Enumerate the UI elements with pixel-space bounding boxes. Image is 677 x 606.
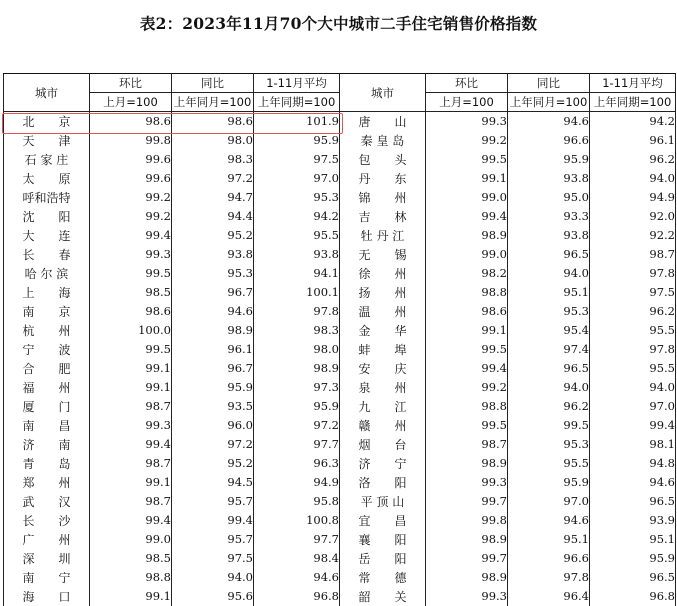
avg-value-right: 92.2	[590, 226, 676, 245]
city-name-left: 郑 州	[4, 473, 90, 492]
avg-value-right: 96.8	[590, 587, 676, 606]
city-name-left: 南 京	[4, 302, 90, 321]
avg-value-right: 94.9	[590, 188, 676, 207]
city-name-right: 泉 州	[340, 378, 426, 397]
avg-value-left: 94.2	[254, 207, 340, 226]
mom-value-left: 98.7	[90, 397, 172, 416]
yoy-value-right: 97.0	[508, 492, 590, 511]
col-header-mom-right: 环比	[426, 74, 508, 93]
mom-value-left: 99.1	[90, 359, 172, 378]
avg-value-left: 95.3	[254, 188, 340, 207]
mom-value-left: 98.8	[90, 568, 172, 587]
city-name-right: 韶 关	[340, 587, 426, 606]
table-row	[4, 378, 676, 397]
city-name-right: 平 顶 山	[340, 492, 426, 511]
mom-value-right: 99.4	[426, 359, 508, 378]
mom-value-left: 98.6	[90, 302, 172, 321]
yoy-value-right: 95.4	[508, 321, 590, 340]
city-name-left: 长 春	[4, 245, 90, 264]
avg-value-left: 98.4	[254, 549, 340, 568]
mom-value-left: 99.8	[90, 131, 172, 150]
avg-value-left: 98.9	[254, 359, 340, 378]
city-name-left: 合 肥	[4, 359, 90, 378]
avg-value-right: 94.2	[590, 112, 676, 131]
yoy-value-left: 98.9	[172, 321, 254, 340]
yoy-value-right: 95.9	[508, 150, 590, 169]
yoy-value-left: 95.3	[172, 264, 254, 283]
mom-value-right: 98.2	[426, 264, 508, 283]
city-name-left: 福 州	[4, 378, 90, 397]
yoy-value-right: 96.6	[508, 549, 590, 568]
city-name-left: 沈 阳	[4, 207, 90, 226]
city-name-left: 天 津	[4, 131, 90, 150]
yoy-value-right: 93.3	[508, 207, 590, 226]
table-row	[4, 169, 676, 188]
avg-value-left: 97.0	[254, 169, 340, 188]
yoy-value-left: 98.0	[172, 131, 254, 150]
col-subheader-yoy-left: 上年同月=100	[172, 93, 254, 112]
avg-value-right: 96.5	[590, 492, 676, 511]
mom-value-left: 98.5	[90, 549, 172, 568]
city-name-right: 金 华	[340, 321, 426, 340]
avg-value-left: 94.9	[254, 473, 340, 492]
yoy-value-right: 94.6	[508, 511, 590, 530]
city-name-left: 宁 波	[4, 340, 90, 359]
yoy-value-right: 95.1	[508, 283, 590, 302]
yoy-value-right: 95.9	[508, 473, 590, 492]
mom-value-left: 99.1	[90, 587, 172, 606]
city-name-right: 温 州	[340, 302, 426, 321]
table-row	[4, 397, 676, 416]
yoy-value-right: 95.0	[508, 188, 590, 207]
col-header-avg-right: 1-11月平均	[590, 74, 676, 93]
col-header-city-left: 城市	[4, 74, 90, 112]
table-body	[4, 112, 676, 606]
table-row	[4, 530, 676, 549]
table-row	[4, 587, 676, 606]
city-name-right: 赣 州	[340, 416, 426, 435]
mom-value-right: 99.5	[426, 150, 508, 169]
avg-value-right: 97.0	[590, 397, 676, 416]
city-name-left: 太 原	[4, 169, 90, 188]
avg-value-right: 95.5	[590, 359, 676, 378]
yoy-value-left: 95.9	[172, 378, 254, 397]
city-name-left: 呼和浩特	[4, 188, 90, 207]
yoy-value-left: 95.7	[172, 530, 254, 549]
city-name-left: 深 圳	[4, 549, 90, 568]
city-name-right: 包 头	[340, 150, 426, 169]
yoy-value-left: 95.2	[172, 454, 254, 473]
city-name-left: 广 州	[4, 530, 90, 549]
mom-value-right: 99.5	[426, 416, 508, 435]
mom-value-left: 99.3	[90, 245, 172, 264]
mom-value-left: 100.0	[90, 321, 172, 340]
city-name-left: 长 沙	[4, 511, 90, 530]
mom-value-left: 99.1	[90, 473, 172, 492]
mom-value-right: 99.1	[426, 169, 508, 188]
avg-value-right: 94.0	[590, 169, 676, 188]
col-subheader-avg-left: 上年同期=100	[254, 93, 340, 112]
table-row	[4, 283, 676, 302]
mom-value-left: 99.5	[90, 264, 172, 283]
table-row	[4, 435, 676, 454]
yoy-value-right: 96.4	[508, 587, 590, 606]
yoy-value-left: 95.2	[172, 226, 254, 245]
yoy-value-right: 97.8	[508, 568, 590, 587]
yoy-value-left: 98.6	[172, 112, 254, 131]
city-name-left: 杭 州	[4, 321, 90, 340]
col-header-avg-left: 1-11月平均	[254, 74, 340, 93]
col-subheader-mom-right: 上月=100	[426, 93, 508, 112]
avg-value-left: 95.9	[254, 131, 340, 150]
mom-value-right: 98.7	[426, 435, 508, 454]
mom-value-right: 99.4	[426, 207, 508, 226]
mom-value-right: 99.3	[426, 473, 508, 492]
mom-value-right: 99.5	[426, 340, 508, 359]
city-name-right: 宜 昌	[340, 511, 426, 530]
table-header	[4, 74, 676, 112]
yoy-value-right: 99.5	[508, 416, 590, 435]
table-row	[4, 454, 676, 473]
yoy-value-left: 94.6	[172, 302, 254, 321]
city-name-left: 南 宁	[4, 568, 90, 587]
yoy-value-left: 96.7	[172, 283, 254, 302]
mom-value-left: 98.6	[90, 112, 172, 131]
city-name-right: 扬 州	[340, 283, 426, 302]
yoy-value-right: 95.5	[508, 454, 590, 473]
page-title: 表2：2023年11月70个大中城市二手住宅销售价格指数	[139, 14, 538, 33]
avg-value-right: 96.1	[590, 131, 676, 150]
city-name-right: 吉 林	[340, 207, 426, 226]
avg-value-right: 97.8	[590, 340, 676, 359]
mom-value-left: 98.5	[90, 283, 172, 302]
avg-value-left: 94.6	[254, 568, 340, 587]
avg-value-left: 97.2	[254, 416, 340, 435]
avg-value-right: 95.5	[590, 321, 676, 340]
table-row	[4, 245, 676, 264]
city-name-right: 徐 州	[340, 264, 426, 283]
mom-value-right: 99.0	[426, 245, 508, 264]
city-name-right: 九 江	[340, 397, 426, 416]
yoy-value-left: 94.5	[172, 473, 254, 492]
mom-value-right: 99.3	[426, 587, 508, 606]
avg-value-left: 94.1	[254, 264, 340, 283]
yoy-value-right: 97.4	[508, 340, 590, 359]
yoy-value-left: 97.2	[172, 435, 254, 454]
city-name-right: 安 庆	[340, 359, 426, 378]
table-row	[4, 549, 676, 568]
mom-value-right: 99.2	[426, 378, 508, 397]
col-header-yoy-right: 同比	[508, 74, 590, 93]
city-name-left: 武 汉	[4, 492, 90, 511]
yoy-value-right: 93.8	[508, 169, 590, 188]
city-name-right: 锦 州	[340, 188, 426, 207]
avg-value-right: 97.8	[590, 264, 676, 283]
yoy-value-left: 93.5	[172, 397, 254, 416]
col-subheader-mom-left: 上月=100	[90, 93, 172, 112]
table-row	[4, 511, 676, 530]
mom-value-left: 99.4	[90, 435, 172, 454]
avg-value-left: 100.8	[254, 511, 340, 530]
table-row	[4, 492, 676, 511]
table-row	[4, 150, 676, 169]
city-name-right: 洛 阳	[340, 473, 426, 492]
mom-value-right: 98.6	[426, 302, 508, 321]
table-row	[4, 321, 676, 340]
yoy-value-left: 94.0	[172, 568, 254, 587]
yoy-value-right: 94.0	[508, 264, 590, 283]
avg-value-left: 97.7	[254, 530, 340, 549]
avg-value-right: 96.2	[590, 150, 676, 169]
avg-value-right: 92.0	[590, 207, 676, 226]
city-name-right: 常 德	[340, 568, 426, 587]
mom-value-left: 99.2	[90, 188, 172, 207]
yoy-value-left: 96.0	[172, 416, 254, 435]
table-row	[4, 112, 676, 131]
mom-value-right: 99.2	[426, 131, 508, 150]
mom-value-left: 99.4	[90, 511, 172, 530]
table-row	[4, 264, 676, 283]
avg-value-left: 96.3	[254, 454, 340, 473]
city-name-left: 济 南	[4, 435, 90, 454]
col-header-yoy-left: 同比	[172, 74, 254, 93]
mom-value-left: 98.7	[90, 492, 172, 511]
city-name-left: 哈 尔 滨	[4, 264, 90, 283]
avg-value-left: 93.8	[254, 245, 340, 264]
city-name-right: 岳 阳	[340, 549, 426, 568]
yoy-value-left: 99.4	[172, 511, 254, 530]
table-row	[4, 473, 676, 492]
city-name-right: 秦 皇 岛	[340, 131, 426, 150]
avg-value-left: 95.5	[254, 226, 340, 245]
avg-value-left: 101.9	[254, 112, 340, 131]
mom-value-right: 98.9	[426, 454, 508, 473]
city-name-right: 烟 台	[340, 435, 426, 454]
col-subheader-yoy-right: 上年同月=100	[508, 93, 590, 112]
city-name-left: 石 家 庄	[4, 150, 90, 169]
city-name-right: 襄 阳	[340, 530, 426, 549]
mom-value-right: 99.7	[426, 492, 508, 511]
avg-value-left: 97.5	[254, 150, 340, 169]
city-name-left: 南 昌	[4, 416, 90, 435]
avg-value-left: 98.3	[254, 321, 340, 340]
table-row	[4, 340, 676, 359]
avg-value-right: 94.8	[590, 454, 676, 473]
city-name-right: 无 锡	[340, 245, 426, 264]
avg-value-left: 97.7	[254, 435, 340, 454]
mom-value-left: 98.7	[90, 454, 172, 473]
avg-value-left: 95.9	[254, 397, 340, 416]
avg-value-right: 94.0	[590, 378, 676, 397]
avg-value-right: 95.1	[590, 530, 676, 549]
table-row	[4, 226, 676, 245]
avg-value-left: 100.1	[254, 283, 340, 302]
yoy-value-right: 96.2	[508, 397, 590, 416]
table-row	[4, 207, 676, 226]
yoy-value-left: 95.6	[172, 587, 254, 606]
avg-value-right: 93.9	[590, 511, 676, 530]
city-name-right: 牡 丹 江	[340, 226, 426, 245]
yoy-value-right: 94.0	[508, 378, 590, 397]
mom-value-left: 99.5	[90, 340, 172, 359]
avg-value-right: 98.1	[590, 435, 676, 454]
table-row	[4, 416, 676, 435]
col-subheader-avg-right: 上年同期=100	[590, 93, 676, 112]
avg-value-right: 94.6	[590, 473, 676, 492]
mom-value-right: 99.7	[426, 549, 508, 568]
mom-value-left: 99.6	[90, 169, 172, 188]
avg-value-right: 96.5	[590, 568, 676, 587]
mom-value-right: 98.9	[426, 226, 508, 245]
city-name-right: 丹 东	[340, 169, 426, 188]
yoy-value-right: 95.3	[508, 302, 590, 321]
city-name-left: 海 口	[4, 587, 90, 606]
table-row	[4, 359, 676, 378]
yoy-value-left: 97.5	[172, 549, 254, 568]
yoy-value-right: 95.1	[508, 530, 590, 549]
city-name-right: 蚌 埠	[340, 340, 426, 359]
yoy-value-left: 96.7	[172, 359, 254, 378]
avg-value-left: 95.8	[254, 492, 340, 511]
avg-value-left: 96.8	[254, 587, 340, 606]
mom-value-right: 98.9	[426, 530, 508, 549]
avg-value-left: 98.0	[254, 340, 340, 359]
mom-value-right: 98.9	[426, 568, 508, 587]
yoy-value-right: 94.6	[508, 112, 590, 131]
city-name-left: 青 岛	[4, 454, 90, 473]
mom-value-right: 99.0	[426, 188, 508, 207]
avg-value-right: 96.2	[590, 302, 676, 321]
yoy-value-left: 98.3	[172, 150, 254, 169]
yoy-value-right: 93.8	[508, 226, 590, 245]
mom-value-left: 99.0	[90, 530, 172, 549]
yoy-value-left: 94.4	[172, 207, 254, 226]
table-row	[4, 131, 676, 150]
table-row	[4, 568, 676, 587]
yoy-value-right: 95.3	[508, 435, 590, 454]
mom-value-left: 99.6	[90, 150, 172, 169]
city-name-left: 厦 门	[4, 397, 90, 416]
mom-value-left: 99.4	[90, 226, 172, 245]
yoy-value-right: 96.5	[508, 359, 590, 378]
yoy-value-right: 96.5	[508, 245, 590, 264]
avg-value-left: 97.3	[254, 378, 340, 397]
mom-value-right: 99.3	[426, 112, 508, 131]
avg-value-right: 98.7	[590, 245, 676, 264]
table-row	[4, 302, 676, 321]
mom-value-left: 99.2	[90, 207, 172, 226]
mom-value-right: 98.8	[426, 283, 508, 302]
city-name-right: 济 宁	[340, 454, 426, 473]
yoy-value-left: 96.1	[172, 340, 254, 359]
avg-value-right: 97.5	[590, 283, 676, 302]
city-name-left: 上 海	[4, 283, 90, 302]
col-header-city-right: 城市	[340, 74, 426, 112]
yoy-value-left: 97.2	[172, 169, 254, 188]
mom-value-right: 98.8	[426, 397, 508, 416]
avg-value-left: 97.8	[254, 302, 340, 321]
avg-value-right: 95.9	[590, 549, 676, 568]
avg-value-right: 99.4	[590, 416, 676, 435]
mom-value-left: 99.3	[90, 416, 172, 435]
city-name-left: 北 京	[4, 112, 90, 131]
yoy-value-left: 94.7	[172, 188, 254, 207]
yoy-value-left: 93.8	[172, 245, 254, 264]
mom-value-left: 99.1	[90, 378, 172, 397]
mom-value-right: 99.1	[426, 321, 508, 340]
col-header-mom-left: 环比	[90, 74, 172, 93]
mom-value-right: 99.8	[426, 511, 508, 530]
city-name-right: 唐 山	[340, 112, 426, 131]
yoy-value-right: 96.6	[508, 131, 590, 150]
price-index-table	[3, 73, 676, 606]
city-name-left: 大 连	[4, 226, 90, 245]
table-row	[4, 188, 676, 207]
yoy-value-left: 95.7	[172, 492, 254, 511]
